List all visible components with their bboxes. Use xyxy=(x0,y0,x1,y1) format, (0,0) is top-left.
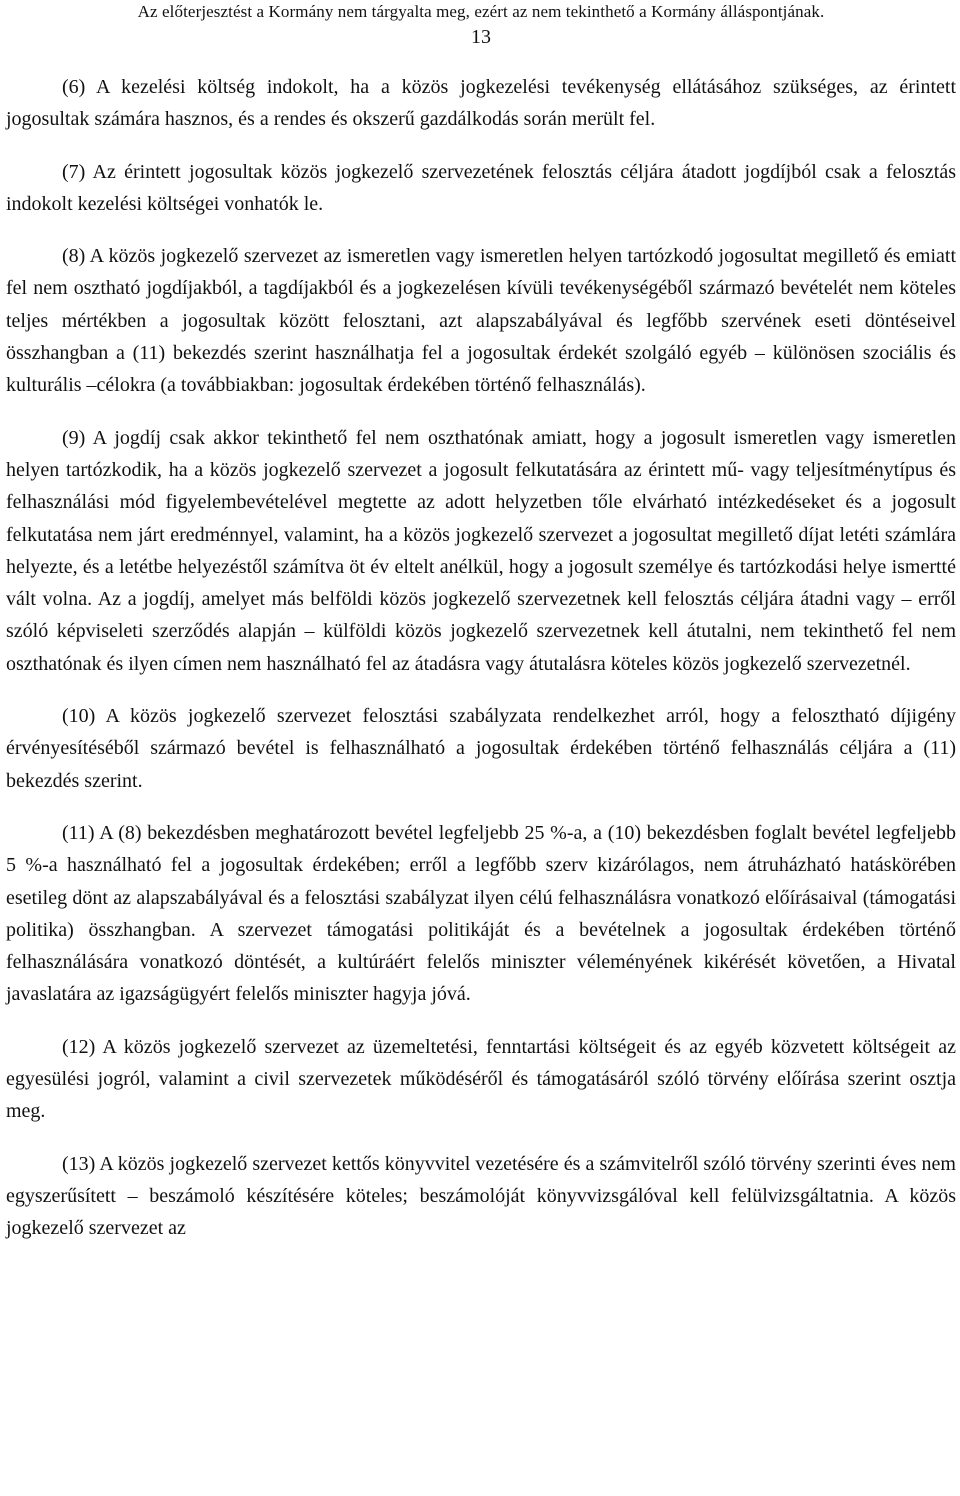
paragraph-9: (9) A jogdíj csak akkor tekinthető fel nem oszthatónak amiatt, hogy a jogosult ismeretlen vagy ismeretlen helyen tartózkodik, ha a közös jogkezelő szervezet a jogosult felkutatására az érintett mű- vagy teljesítménytípus és felhasználási mód figyelembevételével megtette az adott helyzetben tőle elvárható intézkedéseket és a jogosult felkutatása nem járt eredménnyel, valamint, ha a közös jogkezelő szervezet a jogosultat megillető díjat letéti számlára helyezte, és a letétbe helyezéstől számítva öt év eltelt anélkül, hogy a jogosult személye és tartózkodási helye ismertté vált volna. Az a jogdíj, amelyet más belföldi közös jogkezelő szervezetnek kell felosztás céljára átadni vagy – erről szóló képviseleti szerződés alapján – külföldi közös jogkezelő szervezetnek kell átutalni, nem tekinthető fel nem oszthatónak és ilyen címen nem használható fel az átadásra vagy átutalásra köteles közös jogkezelő szervezetnél. xyxy=(6,426,956,675)
paragraph-8: (8) A közös jogkezelő szervezet az ismeretlen vagy ismeretlen helyen tartózkodó jogosultat megillető és emiatt fel nem osztható jogdíjakból, a tagdíjakból és a jogkezelésen kívüli tevékenységéből származó bevételét nem köteles teljes mértékben a jogosultak között felosztani, azt alapszabályával és legfőbb szervének eseti döntéseivel összhangban a (11) bekezdés szerint használhatja fel a jogosultak érdekét szolgáló egyéb – különösen szociális és kulturális –célokra (a továbbiakban: jogosultak érdekében történő felhasználás). xyxy=(6,245,956,397)
paragraph-12: (12) A közös jogkezelő szervezet az üzemeltetési, fenntartási költségeit és az egyéb közvetett költségeit az egyesülési jogról, valamint a civil szervezetek működéséről és támogatásáról szóló törvény előírása szerint osztja meg. xyxy=(6,1035,956,1123)
header-disclaimer: Az előterjesztést a Kormány nem tárgyalta meg, ezért az nem tekinthető a Kormány álláspontjának. xyxy=(137,2,825,21)
paragraph-13: (13) A közös jogkezelő szervezet kettős könyvvitel vezetésére és a számvitelről szóló törvény szerinti éves nem egyszerűsített – beszámoló készítésére köteles; beszámolóját könyvvizsgálóval kell felülvizsgáltatnia. A közös jogkezelő szervezet az xyxy=(6,1152,956,1240)
paragraph-11: (11) A (8) bekezdésben meghatározott bevétel legfeljebb 25 %-a, a (10) bekezdésben foglalt bevétel legfeljebb 5 %-a használható fel a jogosultak érdekében; erről a legfőbb szerv kizárólagos, nem átruházható hatáskörében esetileg dönt az alapszabályával és a felosztási szabályzat ilyen célú felhasználásra vonatkozó előírásaival (támogatási politika) összhangban. A szervezet támogatási politikáját és a bevételnek a jogosultak érdekében történő felhasználására vonatkozó döntését, a kultúráért felelős miniszter véleményének kikérését követően, a Hivatal javaslatára az igazságügyért felelős miniszter hagyja jóvá. xyxy=(6,821,956,1006)
paragraph-6: (6) A kezelési költség indokolt, ha a közös jogkezelési tevékenység ellátásához szükséges, az érintett jogosultak számára hasznos, és a rendes és okszerű gazdálkodás során merült fel. xyxy=(6,76,956,131)
page-number: 13 xyxy=(471,26,491,48)
paragraph-10: (10) A közös jogkezelő szervezet felosztási szabályzata rendelkezhet arról, hogy a felosztható díjigény érvényesítéséből származó bevétel is felhasználható a jogosultak érdekében történő felhasználás céljára a (11) bekezdés szerint. xyxy=(6,705,956,792)
paragraph-7: (7) Az érintett jogosultak közös jogkezelő szervezetének felosztás céljára átadott jogdíjból csak a felosztás indokolt kezelési költségei vonhatók le. xyxy=(6,160,956,215)
